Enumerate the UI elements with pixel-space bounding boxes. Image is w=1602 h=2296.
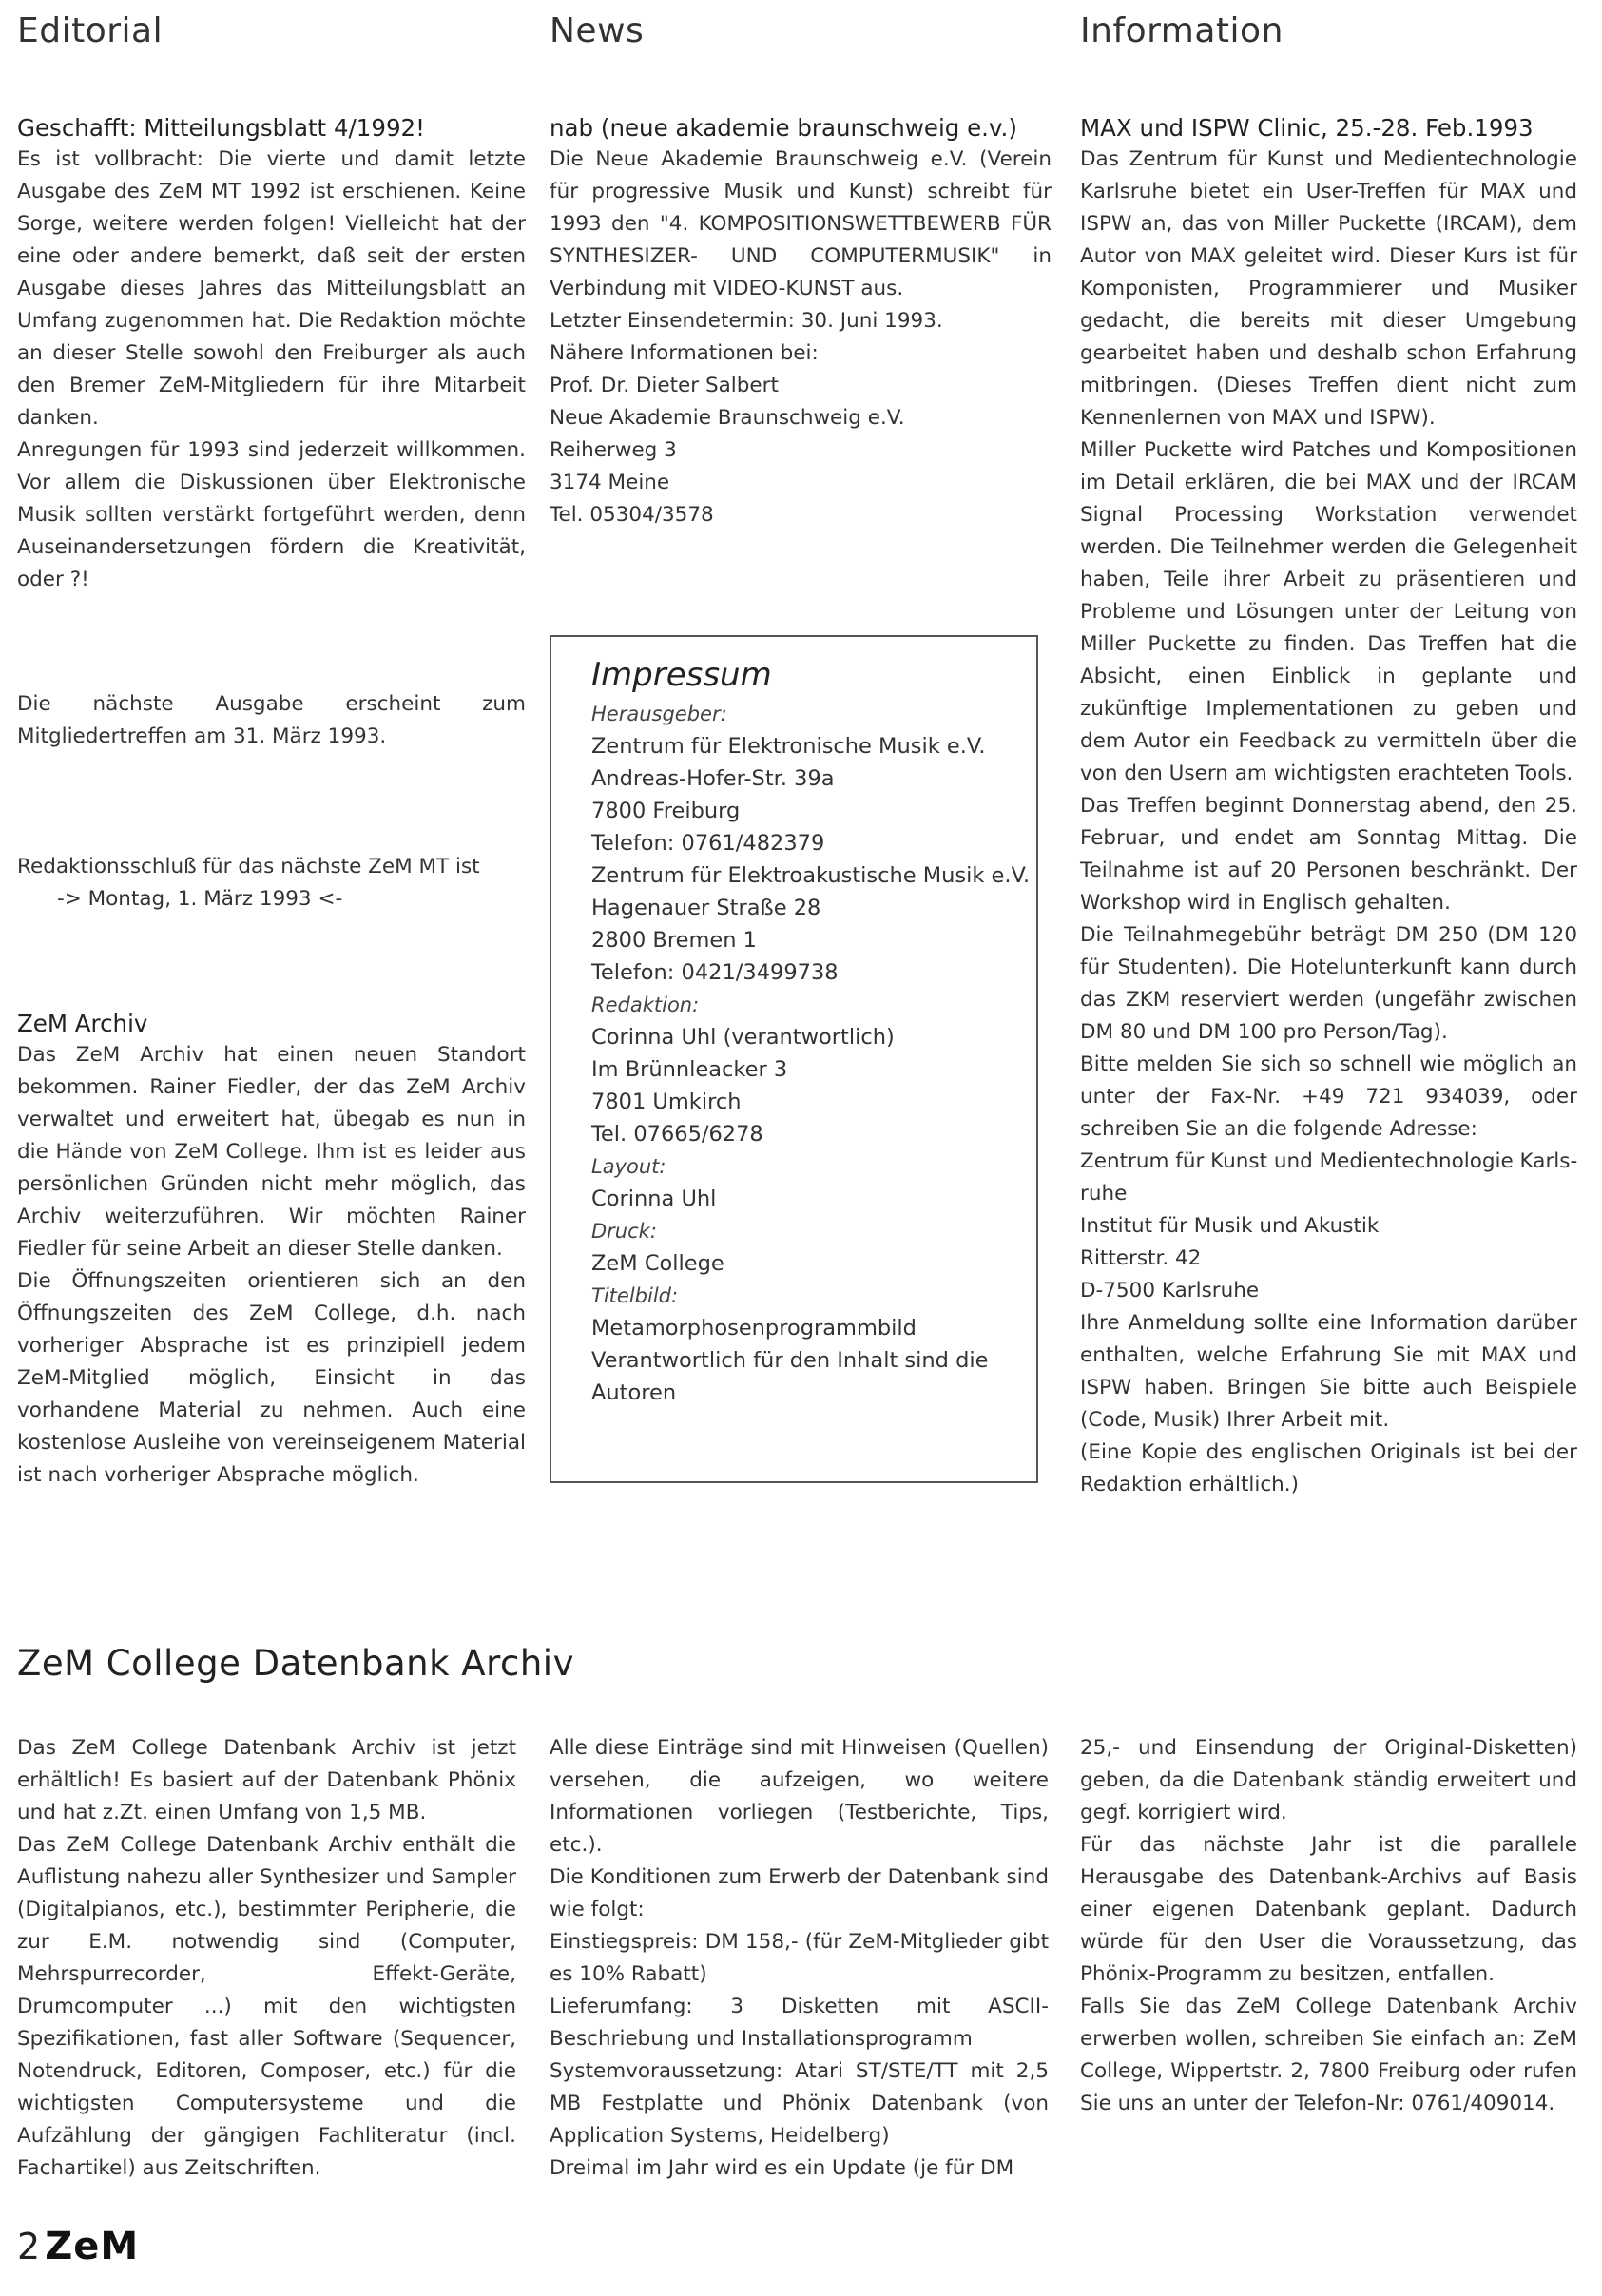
impressum-line: Verantwortlich für den Inhalt sind die xyxy=(591,1348,989,1373)
information-paragraph: Die Teilnahmegebühr beträgt DM 250 (DM 120 für Studenten). Die Hotelunterkunft kann durch das ZKM reserviert werden (ungefähr zwischen DM 80 und DM 100 pro Person/Tag). xyxy=(1080,923,1577,1044)
section-title-news: News xyxy=(550,11,645,50)
news-heading: nab (neue akademie braunschweig e.v.) xyxy=(550,114,1017,142)
news-contact xyxy=(550,305,1052,531)
news-contact-line: Neue Akademie Braunschweig e.V. xyxy=(550,406,905,430)
datenbank-paragraph: Alle diese Einträge sind mit Hinweisen (Quellen) versehen, die aufzeigen, wo weitere Informationen vorliegen (Testberichte, Tips, etc.). xyxy=(550,1736,1049,1857)
address-line: Institut für Musik und Akustik xyxy=(1080,1214,1380,1238)
impressum-label-herausgeber: Herausgeber: xyxy=(591,703,727,725)
impressum-line: 2800 Bremen 1 xyxy=(591,928,757,953)
impressum-line: Autoren xyxy=(591,1380,677,1405)
datenbank-paragraph: Das ZeM College Datenbank Archiv ist jetzt erhältlich! Es basiert auf der Datenbank Phönix und hat z.Zt. einen Umfang von 1,5 MB. xyxy=(17,1736,516,1824)
datenbank-paragraph: Für das nächste Jahr ist die parallele Herausgabe des Datenbank-Archivs auf Basis einer eigenen Datenbank geplant. Dadurch würde für den User die Voraussetzung, das Phönix-Programm zu besitzen, entfallen. xyxy=(1080,1833,1577,1986)
datenbank-paragraph: Die Konditionen zum Erwerb der Datenbank sind wie folgt: xyxy=(550,1865,1049,1921)
impressum-box xyxy=(550,635,1038,1483)
zem-logo: ZeM xyxy=(45,2225,140,2268)
news-paragraph: Die Neue Akademie Braunschweig e.V. (Verein für progressive Musik und Kunst) schreibt für 1993 den "4. KOMPOSITIONSWETTBEWERB FÜR SYNTHESIZER- UND COMPUTERMUSIK" in Verbindung mit VIDEO-KUNST aus. xyxy=(550,147,1052,300)
editorial-paragraph: Es ist vollbracht: Die vierte und damit letzte Ausgabe des ZeM MT 1992 ist erschienen. Keine Sorge, weitere werden folgen! Vielleicht hat der eine oder andere bemerkt, daß seit der ersten Ausgabe dieses Jahres das Mitteilungsblatt an Umfang zugenommen hat. Die Redaktion möchte an dieser Stelle sowohl den Freiburger als auch den Bremer ZeM-Mitgliedern für ihre Mitarbeit danken. xyxy=(17,147,526,430)
news-column xyxy=(550,112,1052,531)
impressum-line: Corinna Uhl (verantwortlich) xyxy=(591,1025,895,1050)
impressum-line: Zentrum für Elektroakustische Musik e.V. xyxy=(591,863,1031,888)
deadline-date: -> Montag, 1. März 1993 <- xyxy=(57,887,343,911)
information-paragraph: Ihre Anmeldung sollte eine Information darüber enthalten, welche Erfahrung Sie mit MAX und ISPW haben. Bringen Sie bitte auch Beispiele (Code, Musik) Ihrer Arbeit mit. xyxy=(1080,1311,1577,1432)
impressum-line: Metamorphosenprogrammbild xyxy=(591,1316,917,1341)
datenbank-paragraph: Einstiegspreis: DM 158,- (für ZeM-Mitglieder gibt es 10% Rabatt) xyxy=(550,1930,1049,1986)
news-contact-line: Tel. 05304/3578 xyxy=(550,503,714,527)
impressum-line: 7800 Freiburg xyxy=(591,799,741,823)
editorial-heading: Geschafft: Mitteilungsblatt 4/1992! xyxy=(17,114,425,142)
datenbank-column-2 xyxy=(550,1732,1049,2185)
datenbank-paragraph: 25,- und Einsendung der Original-Disketten) geben, da die Datenbank ständig erweitert und gegf. korrigiert wird. xyxy=(1080,1736,1577,1824)
archiv-paragraph: Das ZeM Archiv hat einen neuen Standort bekommen. Rainer Fiedler, der das ZeM Archiv verwaltet und erweitert hat, übegab es nun in die Hände von ZeM College. Ihm ist es leider aus persönlichen Gründen nicht mehr möglich, das Archiv weiterzuführen. Wir möchten Rainer Fiedler für seine Arbeit an dieser Stelle danken. xyxy=(17,1043,526,1261)
next-issue-note xyxy=(17,688,526,753)
information-paragraph: (Eine Kopie des englischen Originals ist bei der Redaktion erhältlich.) xyxy=(1080,1440,1577,1496)
information-column xyxy=(1080,112,1577,1501)
information-paragraph: Miller Puckette wird Patches und Kompositionen im Detail erklären, die bei MAX und der IRCAM Signal Processing Workstation verwendet werden. Die Teilnehmer werden die Gelegenheit haben, Teile ihrer Arbeit zu präsentieren und Probleme und Lösungen unter der Leitung von Miller Puckette zu finden. Das Treffen hat die Absicht, einen Einblick in geplante und zukünftige Implementationen zu geben und dem Autor ein Feedback zu vermitteln über die von den Usern am wichtigsten erachteten Tools. xyxy=(1080,438,1577,785)
impressum-label-layout: Layout: xyxy=(591,1155,666,1178)
news-contact-line: Letzter Einsendetermin: 30. Juni 1993. xyxy=(550,309,943,333)
impressum-label-druck: Druck: xyxy=(591,1220,657,1243)
datenbank-paragraph: Systemvoraussetzung: Atari ST/STE/TT mit 2,5 MB Festplatte und Phönix Datenbank (von Application Systems, Heidelberg) xyxy=(550,2059,1049,2148)
impressum-label-titelbild: Titelbild: xyxy=(591,1284,679,1307)
page-footer xyxy=(17,2225,139,2268)
impressum-line: ZeM College xyxy=(591,1251,724,1276)
impressum-line: Im Brünnleacker 3 xyxy=(591,1057,788,1082)
news-contact-line: Reiherweg 3 xyxy=(550,438,677,462)
information-address xyxy=(1080,1146,1577,1307)
archiv-heading: ZeM Archiv xyxy=(17,1010,148,1037)
archiv-paragraph: Die Öffnungszeiten orientieren sich an den Öffnungszeiten des ZeM College, d.h. nach vorheriger Absprache ist es prinzipiell jedem ZeM-Mitglied möglich, Einsicht in das vorhandene Material zu nehmen. Auch eine kostenlose Ausleihe von vereinseigenem Material ist nach vorheriger Absprache möglich. xyxy=(17,1269,526,1487)
impressum-label-redaktion: Redaktion: xyxy=(591,994,700,1016)
datenbank-column-3 xyxy=(1080,1732,1577,2120)
news-contact-line: 3174 Meine xyxy=(550,471,670,494)
editorial-paragraph: Anregungen für 1993 sind jederzeit willkommen. Vor allem die Diskussionen über Elektronische Musik sollten verstärkt fortgeführt werden, denn Auseinandersetzungen fördern die Kreativität, oder ?! xyxy=(17,438,526,591)
news-contact-line: Nähere Informationen bei: xyxy=(550,341,819,365)
archiv-article xyxy=(17,1008,526,1492)
information-paragraph: Das Treffen beginnt Donnerstag abend, den 25. Februar, und endet am Sonntag Mittag. Die Teilnahme ist auf 20 Personen beschränkt. Der Workshop wird in Englisch gehalten. xyxy=(1080,794,1577,915)
datenbank-paragraph: Falls Sie das ZeM College Datenbank Archiv erwerben wollen, schreiben Sie einfach an: ZeM College, Wippertstr. 2, 7800 Freiburg oder rufen Sie uns an unter der Telefon-Nr: 0761/409014. xyxy=(1080,1995,1577,2115)
datenbank-paragraph: Lieferumfang: 3 Disketten mit ASCII-Beschriebung und Installationsprogramm xyxy=(550,1995,1049,2051)
datenbank-paragraph: Dreimal im Jahr wird es ein Update (je für DM xyxy=(550,2156,1014,2180)
editorial-column xyxy=(17,112,526,596)
datenbank-column-1 xyxy=(17,1732,516,2185)
address-line: D-7500 Karlsruhe xyxy=(1080,1279,1260,1302)
impressum-line: Telefon: 0761/482379 xyxy=(591,831,825,856)
deadline-text: Redaktionsschluß für das nächste ZeM MT ist xyxy=(17,855,480,878)
impressum-line: Andreas-Hofer-Str. 39a xyxy=(591,766,835,791)
section-title-editorial: Editorial xyxy=(17,11,164,50)
impressum-line: Zentrum für Elektronische Musik e.V. xyxy=(591,734,986,759)
information-heading: MAX und ISPW Clinic, 25.-28. Feb.1993 xyxy=(1080,114,1534,142)
page-number: 2 xyxy=(17,2226,41,2267)
impressum-line: Telefon: 0421/3499738 xyxy=(591,960,839,985)
datenbank-paragraph: Das ZeM College Datenbank Archiv enthält die Auflistung nahezu aller Synthesizer und Sampler (Digitalpianos, etc.), bestimmter Peripherie, die zur E.M. notwendig sind (Computer, Mehrspurrecorder, Effekt-Geräte, Drumcomputer ...) mit den wichtigsten Spezifikationen, fast aller Software (Sequencer, Notendruck, Editoren, Composer, etc.) für die wichtigsten Computersysteme und die Aufzählung der gängigen Fachliteratur (incl. Fachartikel) aus Zeitschriften. xyxy=(17,1833,516,2180)
news-contact-line: Prof. Dr. Dieter Salbert xyxy=(550,374,779,397)
address-line: ruhe xyxy=(1080,1182,1128,1206)
impressum-line: 7801 Umkirch xyxy=(591,1090,742,1114)
section-title-information: Information xyxy=(1080,11,1284,50)
impressum-line: Corinna Uhl xyxy=(591,1187,717,1211)
address-line: Ritterstr. 42 xyxy=(1080,1246,1202,1270)
section-title-datenbank: ZeM College Datenbank Archiv xyxy=(17,1643,574,1684)
next-issue-text: Die nächste Ausgabe erscheint zum Mitgliedertreffen am 31. März 1993. xyxy=(17,692,526,748)
impressum-line: Tel. 07665/6278 xyxy=(591,1122,763,1147)
impressum-title: Impressum xyxy=(591,656,772,694)
address-line: Zentrum für Kunst und Medientechnologie Karls- xyxy=(1080,1149,1578,1173)
impressum-line: Hagenauer Straße 28 xyxy=(591,896,821,920)
information-paragraph: Das Zentrum für Kunst und Medientechnologie Karlsruhe bietet ein User-Treffen für MAX und ISPW an, das von Miller Puckette (IRCAM), dem Autor von MAX geleitet wird. Dieser Kurs ist für Komponisten, Programmierer und Musiker gedacht, die bereits mit dieser Umgebung gearbeitet haben und deshalb schon Erfahrung mitbringen. (Dieses Treffen dient nicht zum Kennenlernen von MAX und ISPW). xyxy=(1080,147,1577,430)
information-paragraph: Bitte melden Sie sich so schnell wie möglich an unter der Fax-Nr. +49 721 934039, oder schreiben Sie an die folgende Adresse: xyxy=(1080,1052,1577,1141)
deadline-note xyxy=(17,851,526,916)
